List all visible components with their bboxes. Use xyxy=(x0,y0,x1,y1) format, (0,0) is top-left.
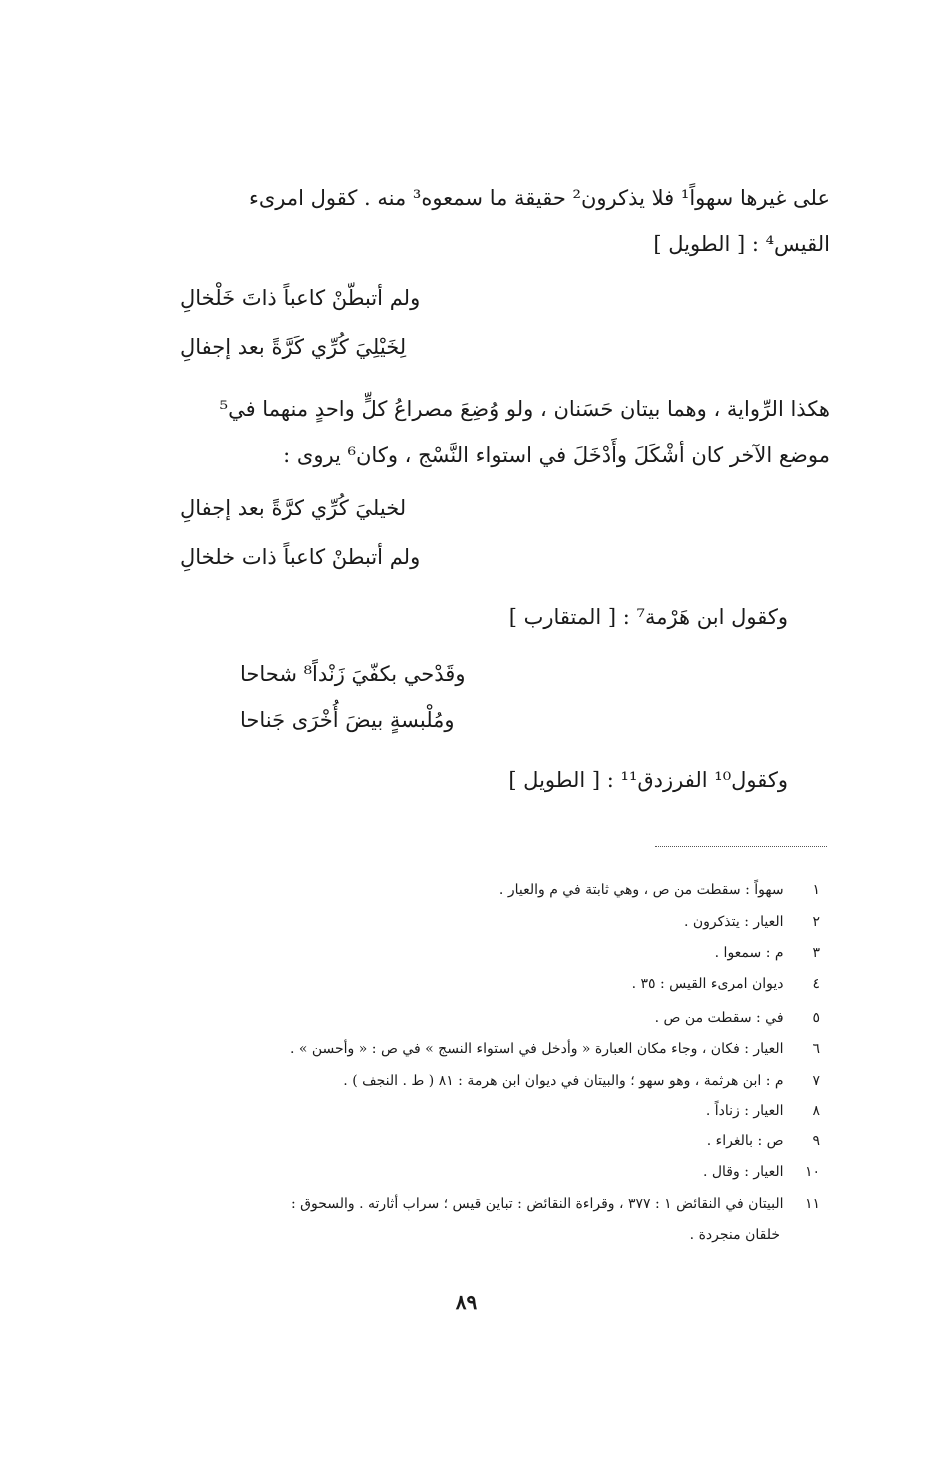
body-line-5: وكقول ابن هَرْمة⁷ : [ المتقارب ] xyxy=(508,605,788,629)
footnote: ٨ العيار : زناداً . xyxy=(705,1103,820,1119)
hemistich: وقَدْحي بكفّيَ زَنْداً⁸ شحاحا xyxy=(240,662,466,686)
footnote-separator xyxy=(655,846,827,847)
footnote: ٤ ديوان امرىء القيس : ٣٥ . xyxy=(631,976,820,992)
page-number: ٨٩ xyxy=(455,1290,478,1314)
footnote: ١ سهواً : سقطت من ص ، وهي ثابتة في م والعيار . xyxy=(498,882,820,898)
footnote: ٥ في : سقطت من ص . xyxy=(654,1010,820,1026)
body-line-1: على غيرها سهواً¹ فلا يذكرون² حقيقة ما سمعوه³ منه . كقول امرىء xyxy=(248,186,830,210)
footnote: ٩ ص : بالغراء . xyxy=(706,1133,820,1149)
footnote-continuation: خلقان منجردة . xyxy=(689,1227,780,1243)
footnote: ٣ م : سمعوا . xyxy=(714,945,820,961)
footnote: ٦ العيار : فكان ، وجاء مكان العبارة « وأدخل في استواء النسج » في ص : « وأحسن » . xyxy=(289,1041,820,1057)
footnote: ٧ م : ابن هرثمة ، وهو سهو ؛ والبيتان في ديوان ابن هرمة : ٨١ ( ط . النجف ) . xyxy=(343,1073,820,1089)
hemistich: ولم أتبطنْ كاعباً ذات خلخالِ xyxy=(180,545,421,569)
hemistich: لخيليَ كُرِّي كرَّةً بعد إجفالِ xyxy=(180,496,407,520)
footnote: ١٠ العيار : وقال . xyxy=(702,1164,820,1180)
hemistich: لِخَيْلِيَ كُرِّي كَرَّةً بعد إجفالِ xyxy=(180,335,407,359)
footnote: ١١ البيتان في النقائض ١ : ٣٧٧ ، وقراءة النقائض : تباين قيس ؛ سراب أثارته . والسحوق : xyxy=(290,1196,820,1212)
footnote: ٢ العيار : يتذكرون . xyxy=(683,914,820,930)
body-line-3: هكذا الرِّواية ، وهما بيتان حَسَنان ، ولو وُضِعَ مصراعُ كلٍّ واحدٍ منهما في⁵ xyxy=(219,397,830,421)
body-line-4: موضع الآخر كان أشْكَلَ وأَدْخَلَ في استواء النَّسْج ، وكان⁶ يروى : xyxy=(283,443,830,467)
body-line-2: القيس⁴ : [ الطويل ] xyxy=(653,232,830,256)
hemistich: ولم أتبطّنْ كاعباً ذاتَ خَلْخالِ xyxy=(180,286,421,310)
hemistich: ومُلْبسةٍ بيضَ أُخْرَى جَناحا xyxy=(240,708,455,732)
body-line-6: وكقول¹⁰ الفرزدق¹¹ : [ الطويل ] xyxy=(508,768,788,792)
